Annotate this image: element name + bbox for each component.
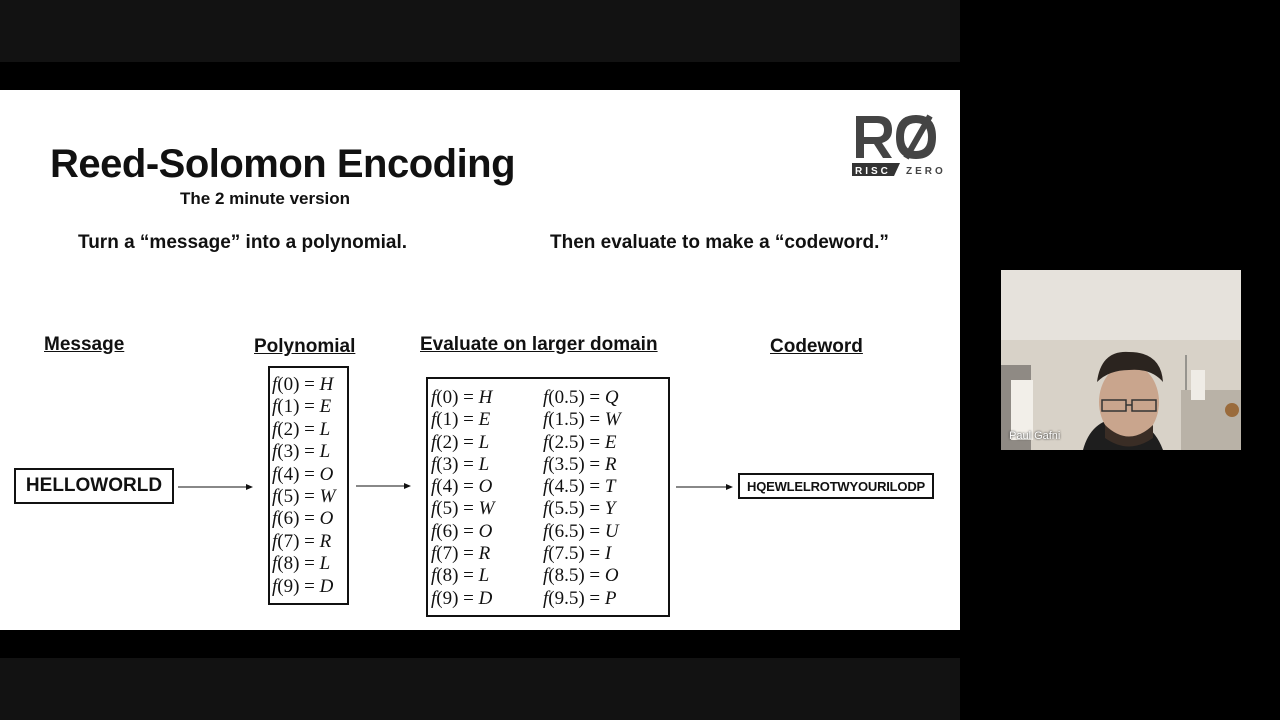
arrow-right-icon xyxy=(178,482,254,492)
message-box: HELLOWORLD xyxy=(14,468,174,504)
equation-row: f(7.5) = I xyxy=(543,543,612,565)
equation-row: f(2.5) = E xyxy=(543,431,617,453)
codeword-box: HQEWLELROTWYOURILODP xyxy=(738,473,934,499)
equation-row: f(3) = L xyxy=(431,453,490,475)
equation-row: f(6) = O xyxy=(431,520,493,542)
equation-row: f(1) = E xyxy=(272,396,332,418)
equation-row: f(0) = H xyxy=(431,387,493,408)
codeword-heading: Codeword xyxy=(770,336,863,357)
equation-row: f(7) = R xyxy=(431,543,491,565)
top-letterbox xyxy=(0,0,960,62)
equation-row: f(8.5) = O xyxy=(543,565,619,587)
equation-row: f(4) = O xyxy=(431,476,493,498)
equation-row: f(2) = L xyxy=(272,418,331,440)
equation-row: f(0.5) = Q xyxy=(543,387,619,408)
equation-row: f(6) = O xyxy=(272,508,334,530)
equation-row: f(9.5) = P xyxy=(543,587,617,609)
participant-video-tile[interactable] xyxy=(1001,270,1241,450)
participant-video-feed xyxy=(1001,270,1241,450)
svg-text:ZERO: ZERO xyxy=(906,166,946,177)
equation-row: f(7) = R xyxy=(272,530,332,552)
evaluation-box xyxy=(426,377,670,617)
presentation-slide xyxy=(0,90,960,630)
equation-row: f(4.5) = T xyxy=(543,476,616,498)
equation-row: f(3) = L xyxy=(272,441,331,463)
slide-title: Reed-Solomon Encoding xyxy=(50,142,516,186)
evaluate-heading: Evaluate on larger domain xyxy=(420,334,658,355)
bottom-letterbox xyxy=(0,658,960,720)
arrow-right-icon xyxy=(356,481,412,491)
svg-text:RISC: RISC xyxy=(855,166,891,177)
equation-row: f(5.5) = Y xyxy=(543,498,616,520)
equation-row: f(1.5) = W xyxy=(543,409,621,431)
equation-row: f(8) = L xyxy=(272,553,331,575)
message-heading: Message xyxy=(44,334,125,355)
participant-name: Paul Gafni xyxy=(1009,430,1061,442)
equation-row: f(1) = E xyxy=(431,409,491,431)
equation-row: f(6.5) = U xyxy=(543,520,619,542)
risc-zero-logo xyxy=(852,112,948,180)
equation-row: f(5) = W xyxy=(431,498,495,520)
slide-subtitle: The 2 minute version xyxy=(180,189,351,208)
equation-row: f(2) = L xyxy=(431,431,490,453)
equation-row: f(0) = H xyxy=(272,374,334,395)
equation-row: f(8) = L xyxy=(431,565,490,587)
evaluation-column-halves xyxy=(543,387,621,610)
equation-row: f(9) = D xyxy=(431,587,493,609)
equation-row: f(5) = W xyxy=(272,486,336,508)
polynomial-box xyxy=(268,366,349,605)
arrow-right-icon xyxy=(676,482,734,492)
caption-right: Then evaluate to make a “codeword.” xyxy=(550,232,889,253)
equation-row: f(3.5) = R xyxy=(543,453,617,475)
evaluation-column-integers xyxy=(431,387,494,610)
caption-left: Turn a “message” into a polynomial. xyxy=(78,232,408,253)
equation-row: f(9) = D xyxy=(272,575,334,597)
polynomial-heading: Polynomial xyxy=(254,336,356,357)
equation-row: f(4) = O xyxy=(272,463,334,485)
